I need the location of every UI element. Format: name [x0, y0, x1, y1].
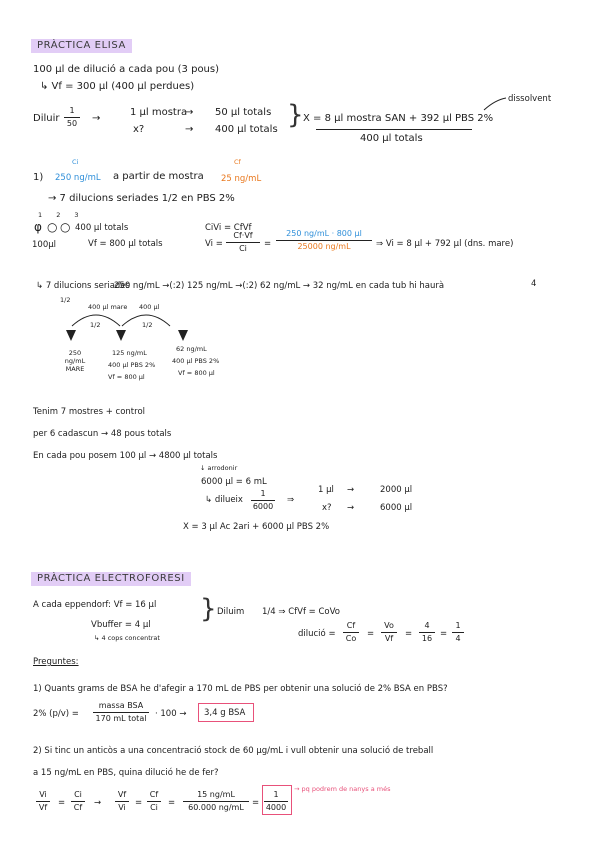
implies-icon: ⇒ — [287, 495, 295, 505]
civi-line: CiVi = CfVf — [205, 223, 252, 233]
r1-right: 2000 µl — [380, 485, 413, 495]
ci-value: 250 ng/mL — [55, 173, 101, 183]
dil7-half: 1/2 — [60, 296, 71, 304]
dil7-title: ↳ 7 dilucions seriades — [36, 281, 130, 291]
dil-fraction — [251, 489, 275, 512]
equals-sign: = — [135, 798, 143, 808]
tube-icon: ○ — [47, 220, 58, 234]
dil-frac-1 — [343, 621, 359, 644]
dil-frac-3 — [419, 621, 435, 644]
dilueix-label: ↳ dilueix — [205, 495, 243, 505]
vbuffer-line: Vbuffer = 4 µl — [91, 620, 151, 630]
x-denominator: 400 µl totals — [360, 133, 423, 144]
sixml-line: 6000 µl = 6 mL — [201, 477, 267, 487]
dil-frac-2 — [381, 621, 397, 644]
brace-icon: } — [287, 100, 304, 130]
cone-icon — [178, 330, 188, 341]
frac-num: massa BSA — [98, 701, 144, 710]
p2-answer-fraction — [264, 790, 288, 813]
a-cada-line: A cada eppendorf: Vf = 16 µl — [33, 600, 157, 610]
vi-result: ⇒ Vi = 8 µl + 792 µl (dns. mare) — [376, 239, 514, 249]
arrow-icon: → — [185, 124, 194, 135]
p2-frac-1 — [36, 790, 50, 813]
equals-sign: = — [58, 798, 66, 808]
arrow-icon: → — [347, 503, 355, 513]
cone-icon — [66, 330, 76, 341]
cf-label: Cf — [234, 158, 241, 166]
frac-num: Vo — [384, 621, 394, 630]
frac-num: Vf — [117, 790, 127, 799]
dil7-four: 4 — [531, 279, 537, 289]
dil-eq-label: dilució = — [298, 629, 336, 639]
ci-label: Ci — [72, 158, 79, 166]
chain-half1: 1/2 — [90, 321, 101, 329]
electro-title: PRÀCTICA ELECTROFORESI — [31, 572, 191, 586]
arrodonir-note: ↓ arrodonir — [200, 464, 238, 472]
preguntes-heading: Preguntes: — [33, 657, 79, 667]
frac-num: 1 — [273, 790, 279, 799]
cada-pou-line: En cada pou posem 100 µl → 4800 µl totals — [33, 451, 218, 461]
elisa-title: PRÀCTICA ELISA — [31, 39, 132, 53]
question-2-b: a 15 ng/mL en PBS, quina dilució he de fer? — [33, 768, 219, 778]
row-a-left: 1 µl mostra — [130, 107, 188, 118]
arrow-icon: → — [347, 485, 355, 495]
tube-numbers: 1 2 3 — [38, 211, 85, 219]
equals-sign: = — [367, 629, 375, 639]
frac-num: 15 ng/mL — [197, 790, 235, 799]
row-b-left: x? — [133, 124, 145, 135]
frac-den: 4000 — [265, 803, 287, 812]
frac-den: Ci — [150, 803, 158, 812]
frac-den: 16 — [421, 634, 433, 643]
frac-num: 250 ng/mL · 800 µl — [286, 229, 362, 238]
p2-frac-5 — [183, 790, 249, 813]
frac-den: 60.000 ng/mL — [188, 803, 244, 812]
row-a-right: 50 µl totals — [215, 107, 272, 118]
diluim-label: Diluim — [217, 607, 245, 617]
elisa-line1: 100 µl de dilució a cada pou (3 pous) — [33, 64, 220, 75]
question-1: 1) Quants grams de BSA he d'afegir a 170 mL de PBS per obtenir una solució de 2% BSA en PBS? — [33, 684, 448, 694]
p2-frac-2 — [71, 790, 85, 813]
arrow-icon: → — [94, 798, 102, 808]
cf-value: 25 ng/mL — [221, 174, 262, 184]
r1-left: 1 µl — [318, 485, 334, 495]
q1-number: 1) — [33, 172, 44, 183]
cone3-conc: 62 ng/mL — [176, 345, 207, 353]
frac-num: Cf — [346, 621, 356, 630]
brace-icon: } — [200, 594, 217, 624]
frac-den: 4 — [455, 634, 461, 643]
frac-num: 1 — [455, 621, 461, 630]
equals-sign: = — [440, 629, 448, 639]
p1-fraction — [93, 701, 149, 724]
tube-icon: ○ — [60, 220, 71, 234]
frac-den: Cf — [73, 803, 83, 812]
p2-note: → pq podrem de nanys a més — [294, 785, 391, 793]
p2-frac-4 — [147, 790, 161, 813]
frac-den: 170 mL total — [95, 714, 147, 723]
p1-answer: 3,4 g BSA — [204, 708, 246, 718]
frac-den: Ci — [239, 244, 247, 253]
dil7-chain: 250 ng/mL →(:2) 125 ng/mL →(:2) 62 ng/mL → 32 ng/mL en cada tub hi haurà — [114, 281, 445, 291]
equals-sign: = — [252, 798, 260, 808]
frac-num: Cf — [149, 790, 159, 799]
x-equation: X = 8 µl mostra SAN + 392 µl PBS 2% — [303, 113, 494, 124]
frac-den: 50 — [66, 119, 78, 128]
q1-mid-text: a partir de mostra — [113, 171, 204, 182]
r2-right: 6000 µl — [380, 503, 413, 513]
x-final-line: X = 3 µl Ac 2ari + 6000 µl PBS 2% — [183, 522, 330, 532]
chain-400b: 400 µl — [139, 303, 160, 311]
cone3-vf: Vf = 800 µl — [178, 369, 215, 377]
per6-line: per 6 cadascun → 48 pous totals — [33, 429, 172, 439]
frac-den: Vf — [38, 803, 48, 812]
dissolvent-note: dissolvent — [508, 94, 552, 104]
arrow-icon: → — [92, 113, 101, 124]
p1-pct: 2% (p/v) = — [33, 709, 79, 719]
tube-100: 100µl — [32, 240, 56, 250]
quarter-line: 1/4 ⇒ CfVf = CoVo — [262, 607, 340, 617]
chain-400: 400 µl mare — [88, 303, 128, 311]
tube-total: 400 µl totals — [75, 223, 129, 233]
cone2-pbs: 400 µl PBS 2% — [108, 361, 156, 369]
cone2-vf: Vf = 800 µl — [108, 373, 145, 381]
frac-num: Ci — [74, 790, 82, 799]
frac-num: Cf·Vf — [233, 231, 253, 240]
frac-den: 25000 ng/mL — [297, 242, 351, 251]
vi-formula-left: Vi = — [205, 239, 223, 249]
frac-den: Co — [345, 634, 357, 643]
row-b-right: 400 µl totals — [215, 124, 278, 135]
cone-icon — [116, 330, 126, 341]
serial-line: → 7 dilucions seriades 1/2 en PBS 2% — [48, 193, 235, 204]
chain-half2: 1/2 — [142, 321, 153, 329]
frac-den: Vi — [118, 803, 126, 812]
frac-num: 1 — [69, 106, 75, 115]
equals-sign: = — [405, 629, 413, 639]
p1-times: · 100 → — [155, 709, 187, 719]
frac-num: Vi — [39, 790, 47, 799]
cone2-conc: 125 ng/mL — [112, 349, 147, 357]
equals-sign: = — [264, 239, 272, 249]
vf-line: Vf = 800 µl totals — [88, 239, 163, 249]
dilute-label: Diluir — [33, 113, 60, 124]
frac-num: 1 — [260, 489, 266, 498]
elisa-line2: ↳ Vf = 300 µl (400 µl perdues) — [40, 81, 195, 92]
question-2-a: 2) Si tinc un anticòs a una concentració stock de 60 µg/mL i vull obtenir una solució de treball — [33, 746, 434, 756]
r2-left: x? — [322, 503, 332, 513]
p2-frac-3 — [115, 790, 129, 813]
frac-den: Vf — [384, 634, 394, 643]
cone3-pbs: 400 µl PBS 2% — [172, 357, 220, 365]
frac-num: 4 — [424, 621, 430, 630]
dil-frac-4 — [452, 621, 464, 644]
equals-sign: = — [168, 798, 176, 808]
tenim-line: Tenim 7 mostres + control — [33, 407, 146, 417]
frac-den: 6000 — [252, 502, 274, 511]
cone1-text: 250 ng/mL MARE — [64, 349, 86, 373]
arrow-icon: → — [185, 107, 194, 118]
conc4-line: ↳ 4 cops concentrat — [94, 634, 160, 642]
tube-icon: φ — [34, 220, 42, 234]
